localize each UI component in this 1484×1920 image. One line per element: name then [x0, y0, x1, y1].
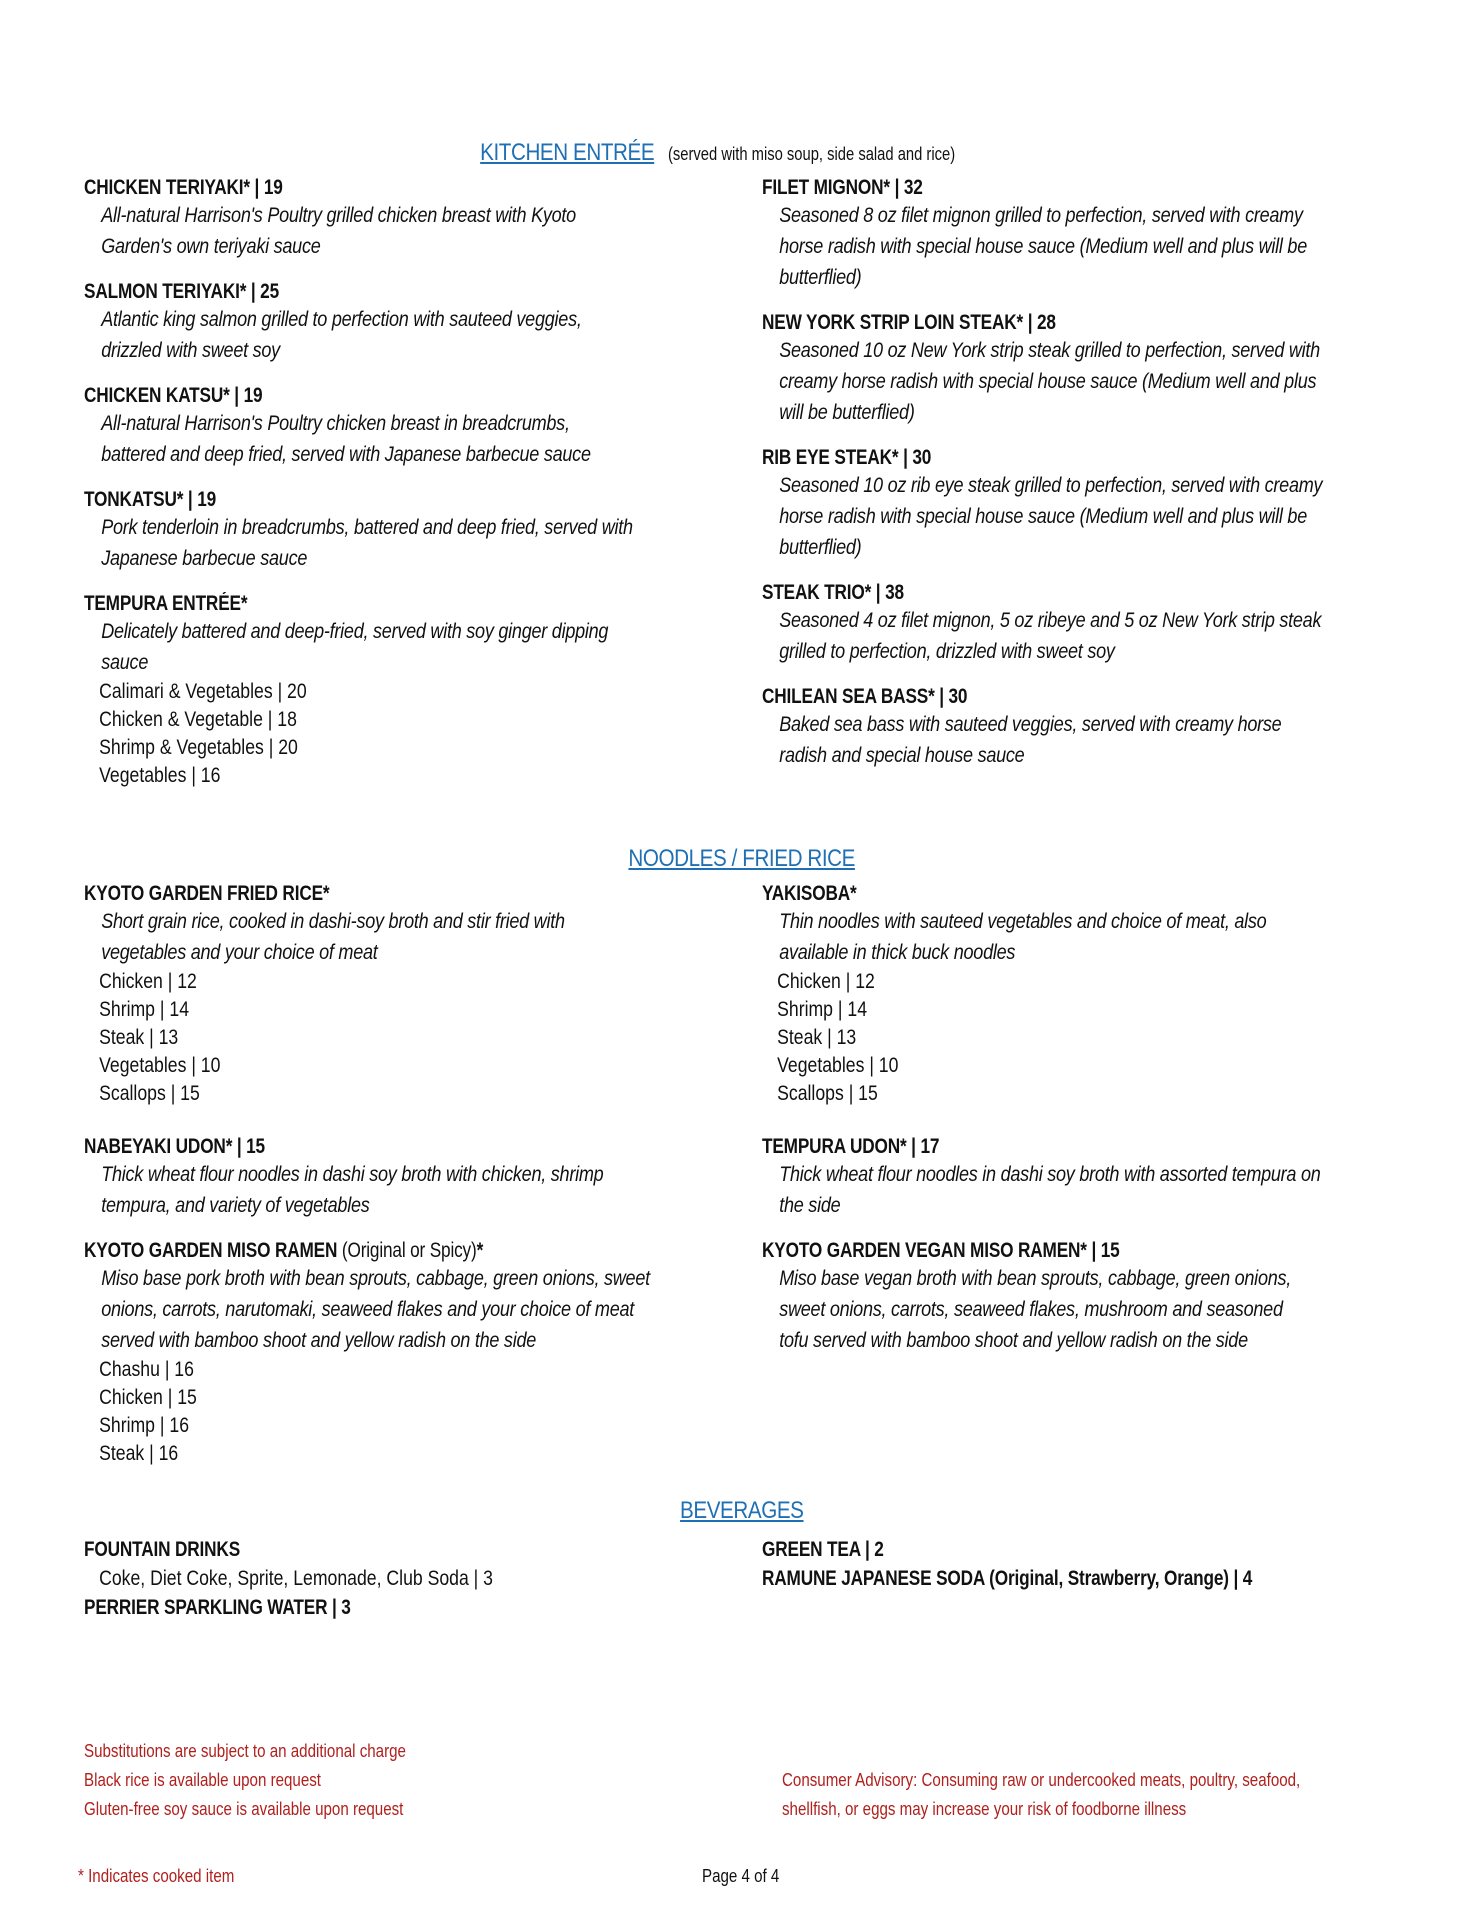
consumer-advisory	[782, 1766, 1300, 1824]
item-name: TEMPURA ENTRÉE*	[84, 592, 248, 615]
item-description: All-natural Harrison's Poultry grilled chicken breast with Kyoto Garden's own teriyaki sauce	[101, 204, 576, 258]
beverages-left-column	[84, 1535, 571, 1622]
item-name: NEW YORK STRIP LOIN STEAK* | 28	[762, 311, 1056, 334]
item-option: Chicken | 12	[99, 970, 197, 993]
item-name-main: KYOTO GARDEN MISO RAMEN	[84, 1239, 338, 1262]
item-description: Short grain rice, cooked in dashi-soy broth and stir fried with vegetables and your choice of meat	[101, 910, 565, 964]
item-name-mark: *	[476, 1239, 484, 1262]
noodles-section-heading	[0, 845, 1484, 873]
green-tea-name: GREEN TEA | 2	[762, 1538, 884, 1561]
menu-item	[762, 580, 1422, 667]
item-option: Steak | 13	[777, 1026, 857, 1049]
item-name: TONKATSU* | 19	[84, 488, 217, 511]
item-description: Seasoned 10 oz New York strip steak grilled to perfection, served with creamy horse radish with special house sauce (Medium well and plus will be butterflied)	[779, 339, 1320, 424]
item-name: SALMON TERIYAKI* | 25	[84, 280, 279, 303]
item-option: Scallops | 15	[99, 1082, 200, 1105]
item-description: Thick wheat flour noodles in dashi soy broth with assorted tempura on the side	[779, 1163, 1321, 1217]
noodles-right-column	[762, 881, 1422, 1356]
beverages-title: BEVERAGES	[680, 1497, 804, 1524]
item-option: Shrimp | 16	[99, 1414, 189, 1437]
noodles-left-column	[84, 881, 744, 1468]
menu-item	[762, 1238, 1422, 1356]
advisory-line: Consumer Advisory: Consuming raw or undercooked meats, poultry, seafood,	[782, 1770, 1301, 1790]
menu-item	[84, 1238, 744, 1468]
item-description: Atlantic king salmon grilled to perfection with sauteed veggies, drizzled with sweet soy	[101, 308, 582, 362]
note-line: Substitutions are subject to an additional charge	[84, 1741, 406, 1761]
perrier-name: PERRIER SPARKLING WATER | 3	[84, 1596, 351, 1619]
beverages-right-column	[762, 1535, 1360, 1593]
item-option: Chicken | 15	[99, 1386, 197, 1409]
item-option: Vegetables | 16	[99, 764, 221, 787]
item-description: Seasoned 4 oz filet mignon, 5 oz ribeye and 5 oz New York strip steak grilled to perfection, drizzled with sweet soy	[779, 609, 1322, 663]
item-name: YAKISOBA*	[762, 882, 857, 905]
menu-item	[84, 591, 724, 790]
beverages-section-heading	[0, 1497, 1484, 1525]
menu-item	[84, 279, 724, 366]
item-option: Scallops | 15	[777, 1082, 878, 1105]
menu-item	[762, 445, 1422, 563]
item-name: CHICKEN TERIYAKI* | 19	[84, 176, 283, 199]
kitchen-left-column	[84, 175, 724, 790]
item-description: Pork tenderloin in breadcrumbs, battered and deep fried, served with Japanese barbecue sauce	[101, 516, 633, 570]
item-description: Baked sea bass with sauteed veggies, served with creamy horse radish and special house sauce	[779, 713, 1282, 767]
item-name: NABEYAKI UDON* | 15	[84, 1135, 265, 1158]
item-name-variant: (Original or Spicy)	[337, 1239, 477, 1262]
menu-item	[762, 310, 1422, 428]
item-description: Thick wheat flour noodles in dashi soy broth with chicken, shrimp tempura, and variety of vegetables	[101, 1163, 604, 1217]
noodles-title: NOODLES / FRIED RICE	[628, 845, 856, 872]
item-name: RIB EYE STEAK* | 30	[762, 446, 932, 469]
menu-item	[762, 175, 1422, 293]
item-option: Steak | 16	[99, 1442, 179, 1465]
item-description: Delicately battered and deep-fried, served with soy ginger dipping sauce	[101, 620, 609, 674]
item-option: Vegetables | 10	[99, 1054, 221, 1077]
ramune-name: RAMUNE JAPANESE SODA (Original, Strawberry, Orange) | 4	[762, 1567, 1253, 1590]
page-number: Page 4 of 4	[702, 1866, 780, 1886]
item-name: CHILEAN SEA BASS* | 30	[762, 685, 968, 708]
item-option: Shrimp | 14	[777, 998, 867, 1021]
item-name: KYOTO GARDEN VEGAN MISO RAMEN* | 15	[762, 1239, 1120, 1262]
item-description: Miso base pork broth with bean sprouts, cabbage, green onions, sweet onions, carrots, narutomaki, seaweed flakes and your choice of meat served with bamboo shoot and yellow radish on the side	[101, 1267, 650, 1352]
item-option: Chicken | 12	[777, 970, 875, 993]
item-option: Steak | 13	[99, 1026, 179, 1049]
item-name: CHICKEN KATSU* | 19	[84, 384, 263, 407]
kitchen-section-heading	[0, 139, 1484, 167]
kitchen-notes	[84, 1737, 406, 1824]
menu-item	[84, 1134, 744, 1221]
menu-item	[762, 684, 1422, 771]
item-name	[84, 1238, 625, 1263]
menu-item	[84, 175, 724, 262]
item-option: Shrimp & Vegetables | 20	[99, 736, 298, 759]
fountain-drinks-name: FOUNTAIN DRINKS	[84, 1538, 241, 1561]
item-description: Miso base vegan broth with bean sprouts, cabbage, green onions, sweet onions, carrots, seaweed flakes, mushroom and seasoned tofu served with bamboo shoot and yellow radish on the side	[779, 1267, 1292, 1352]
menu-item	[84, 881, 744, 1108]
item-description: Seasoned 8 oz filet mignon grilled to perfection, served with creamy horse radish with special house sauce (Medium well and plus will be butterflied)	[779, 204, 1307, 289]
item-name: TEMPURA UDON* | 17	[762, 1135, 940, 1158]
note-line: Black rice is available upon request	[84, 1770, 322, 1790]
item-option: Chicken & Vegetable | 18	[99, 708, 297, 731]
item-name: FILET MIGNON* | 32	[762, 176, 923, 199]
menu-item	[84, 383, 724, 470]
cooked-item-note: * Indicates cooked item	[78, 1866, 235, 1886]
kitchen-note: (served with miso soup, side salad and rice)	[668, 144, 956, 164]
item-option: Vegetables | 10	[777, 1054, 899, 1077]
kitchen-right-column	[762, 175, 1422, 771]
kitchen-title: KITCHEN ENTRÉE	[479, 139, 654, 166]
item-option: Calimari & Vegetables | 20	[99, 680, 307, 703]
advisory-line: shellfish, or eggs may increase your risk of foodborne illness	[782, 1799, 1187, 1819]
item-option: Chashu | 16	[99, 1358, 194, 1381]
menu-item	[84, 487, 724, 574]
menu-item	[762, 1134, 1422, 1221]
menu-item	[762, 881, 1422, 1108]
item-name: STEAK TRIO* | 38	[762, 581, 904, 604]
fountain-drinks-options: Coke, Diet Coke, Sprite, Lemonade, Club Soda | 3	[99, 1567, 493, 1590]
item-description: Thin noodles with sauteed vegetables and choice of meat, also available in thick buck noodles	[779, 910, 1267, 964]
item-option: Shrimp | 14	[99, 998, 189, 1021]
item-name: KYOTO GARDEN FRIED RICE*	[84, 882, 330, 905]
item-description: All-natural Harrison's Poultry chicken breast in breadcrumbs, battered and deep fried, served with Japanese barbecue sauce	[101, 412, 591, 466]
item-description: Seasoned 10 oz rib eye steak grilled to perfection, served with creamy horse radish with special house sauce (Medium well and plus will be butterflied)	[779, 474, 1323, 559]
note-line: Gluten-free soy sauce is available upon request	[84, 1799, 404, 1819]
